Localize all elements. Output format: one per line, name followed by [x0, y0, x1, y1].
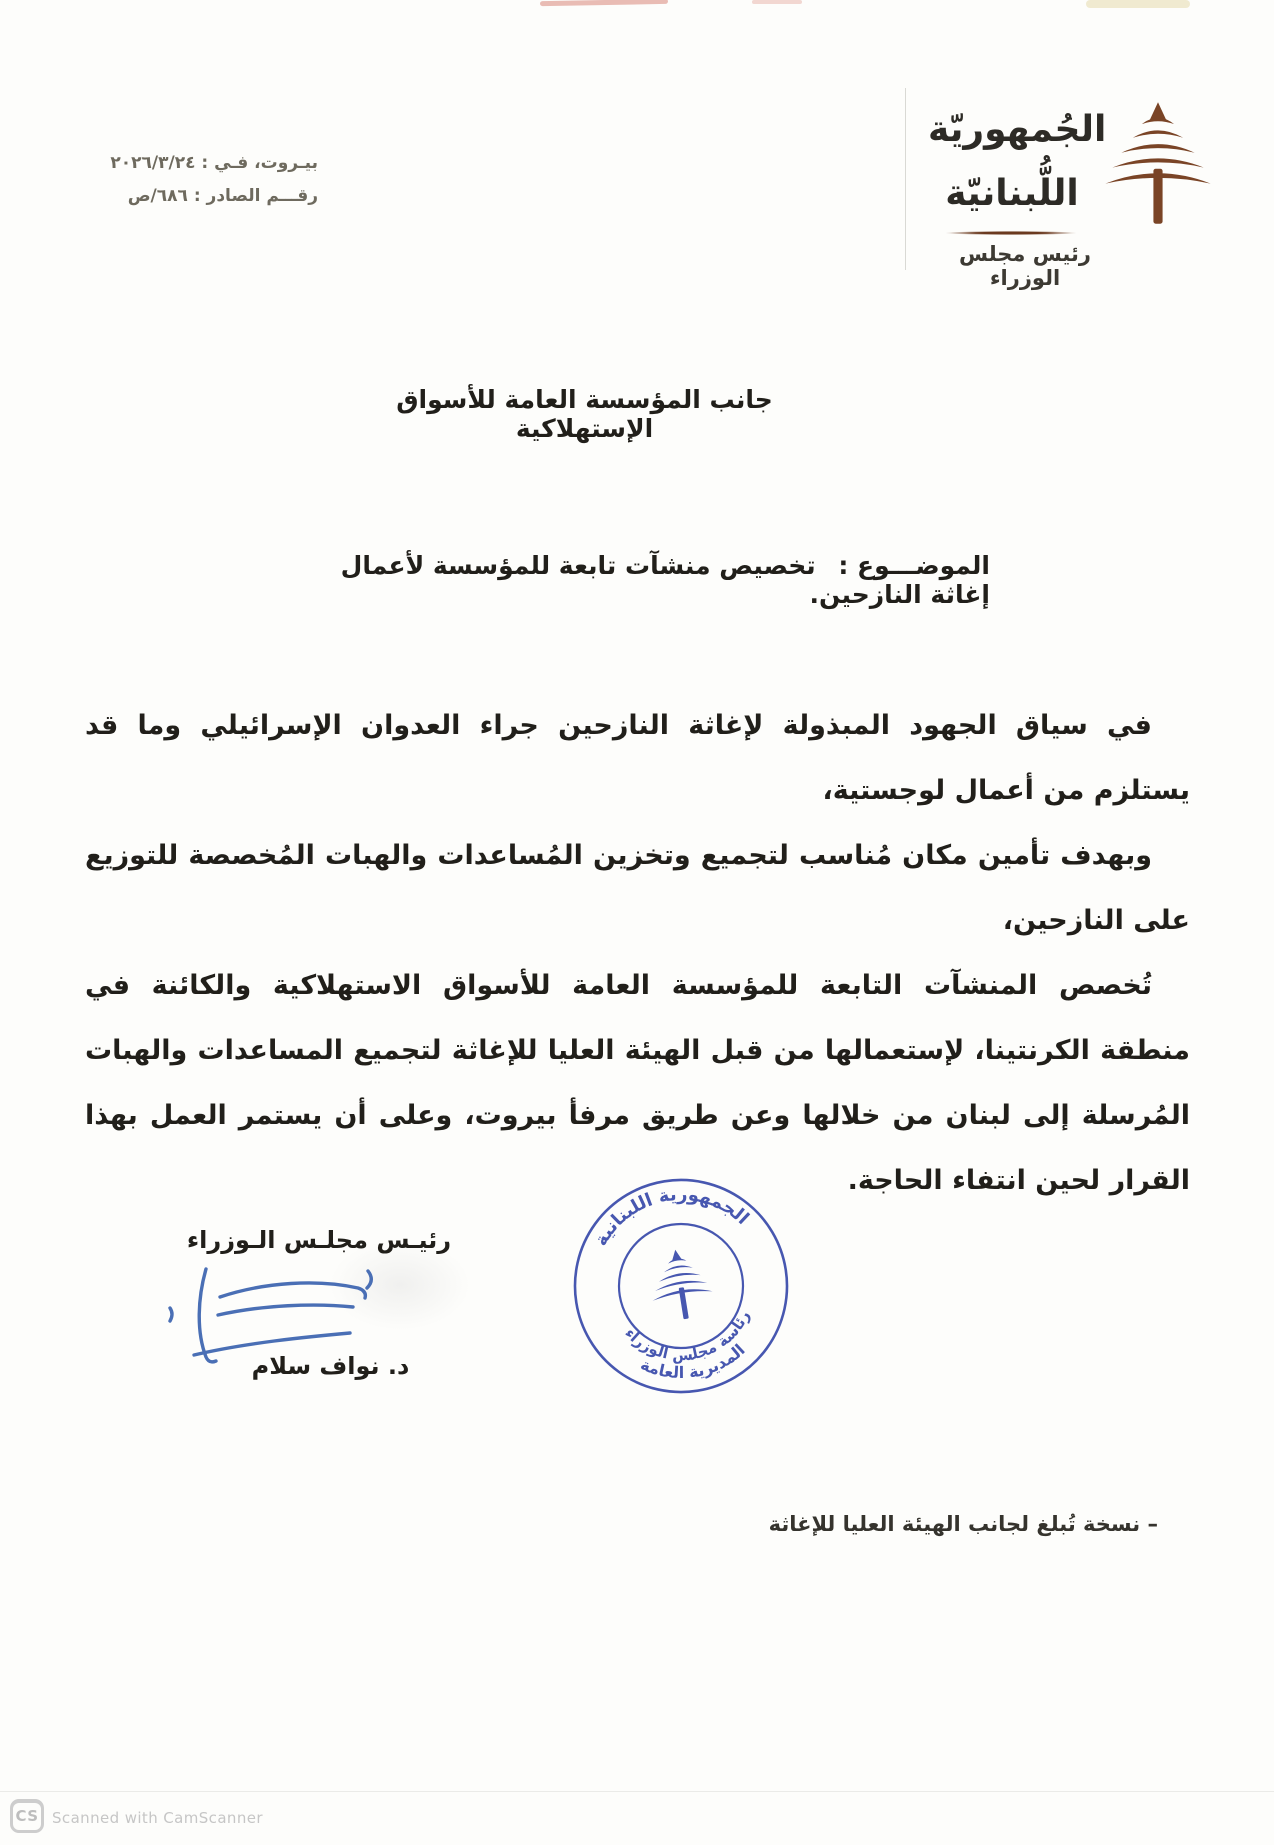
camscanner-logo-icon	[10, 1799, 44, 1833]
letterhead-line2: اللُّبنانيّة	[945, 173, 1079, 214]
stamp-top-text: الجمهورية اللبنانية	[590, 1183, 753, 1250]
subject-text: تخصيص منشآت تابعة للمؤسسة لأعمال إغاثة النازحين.	[340, 551, 990, 609]
scan-red-mark-artifact-small	[752, 0, 802, 4]
body-paragraph-2: وبهدف تأمين مكان مُناسب لتجميع وتخزين المُساعدات والهبات المُخصصة للتوزيع على النازحين،	[85, 840, 1190, 936]
letter-body	[85, 693, 1190, 1213]
pm-office-title: رئيس مجلس الوزراء	[959, 242, 1091, 290]
cedar-tree-icon	[1100, 100, 1216, 226]
letterhead-divider	[945, 231, 1077, 235]
stamp-bottom-text: المديرية العامة	[637, 1340, 749, 1383]
svg-text:الجمهورية اللبنانية	[584, 1172, 755, 1252]
scan-red-mark-artifact	[540, 0, 668, 6]
camscanner-badge-text: CS	[13, 1803, 41, 1830]
paper-bottom-edge	[0, 1791, 1274, 1792]
letterhead-republic-name	[928, 98, 1107, 226]
ref-value: ٦٨٦/ص	[127, 186, 188, 206]
stamp-middle-text: رئاسة مجلس الوزراء	[621, 1307, 754, 1365]
signature-name: د. نواف سلام	[251, 1352, 410, 1380]
letter-meta	[60, 147, 318, 213]
scan-yellow-smudge-artifact	[1086, 0, 1190, 8]
subject-label: الموضـــوع :	[838, 551, 990, 580]
date-value: ٢٠٢٦/٣/٢٤	[110, 153, 196, 173]
body-paragraph-3: تُخصص المنشآت التابعة للمؤسسة العامة للأسواق الاستهلاكية والكائنة في منطقة الكرنتينا، لإستعمالها من قبل الهيئة العليا للإغاثة لتجميع المساعدات والهبات المُرسلة إلى لبنان من خلالها وعن طريق مرفأ بيروت، وعلى أن يستمر العمل بهذا القرار لحين انتفاء الحاجة.	[85, 970, 1190, 1196]
paper-fold-line	[905, 88, 906, 270]
copy-distribution-note: – نسخة تُبلغ لجانب الهيئة العليا للإغاثة	[768, 1512, 1158, 1536]
letter-date-line	[60, 147, 318, 180]
letter-ref-line	[60, 180, 318, 213]
addressee-line: جانب المؤسسة العامة للأسواق الإستهلاكية	[396, 385, 773, 443]
letterhead-line1: الجُمهوريّة	[928, 109, 1107, 150]
official-round-stamp	[565, 1170, 797, 1402]
handwritten-signature	[150, 1255, 412, 1367]
ref-label: رقـــم الصادر :	[193, 186, 318, 206]
signature-title: رئيـس مجلـس الـوزراء	[186, 1226, 452, 1254]
date-label: بيـروت، فـي :	[201, 153, 318, 173]
subject-line	[290, 551, 990, 609]
camscanner-watermark-text: Scanned with CamScanner	[52, 1809, 263, 1827]
body-paragraph-1: في سياق الجهود المبذولة لإغاثة النازحين جراء العدوان الإسرائيلي وما قد يستلزم من أعمال لوجستية،	[85, 710, 1190, 806]
